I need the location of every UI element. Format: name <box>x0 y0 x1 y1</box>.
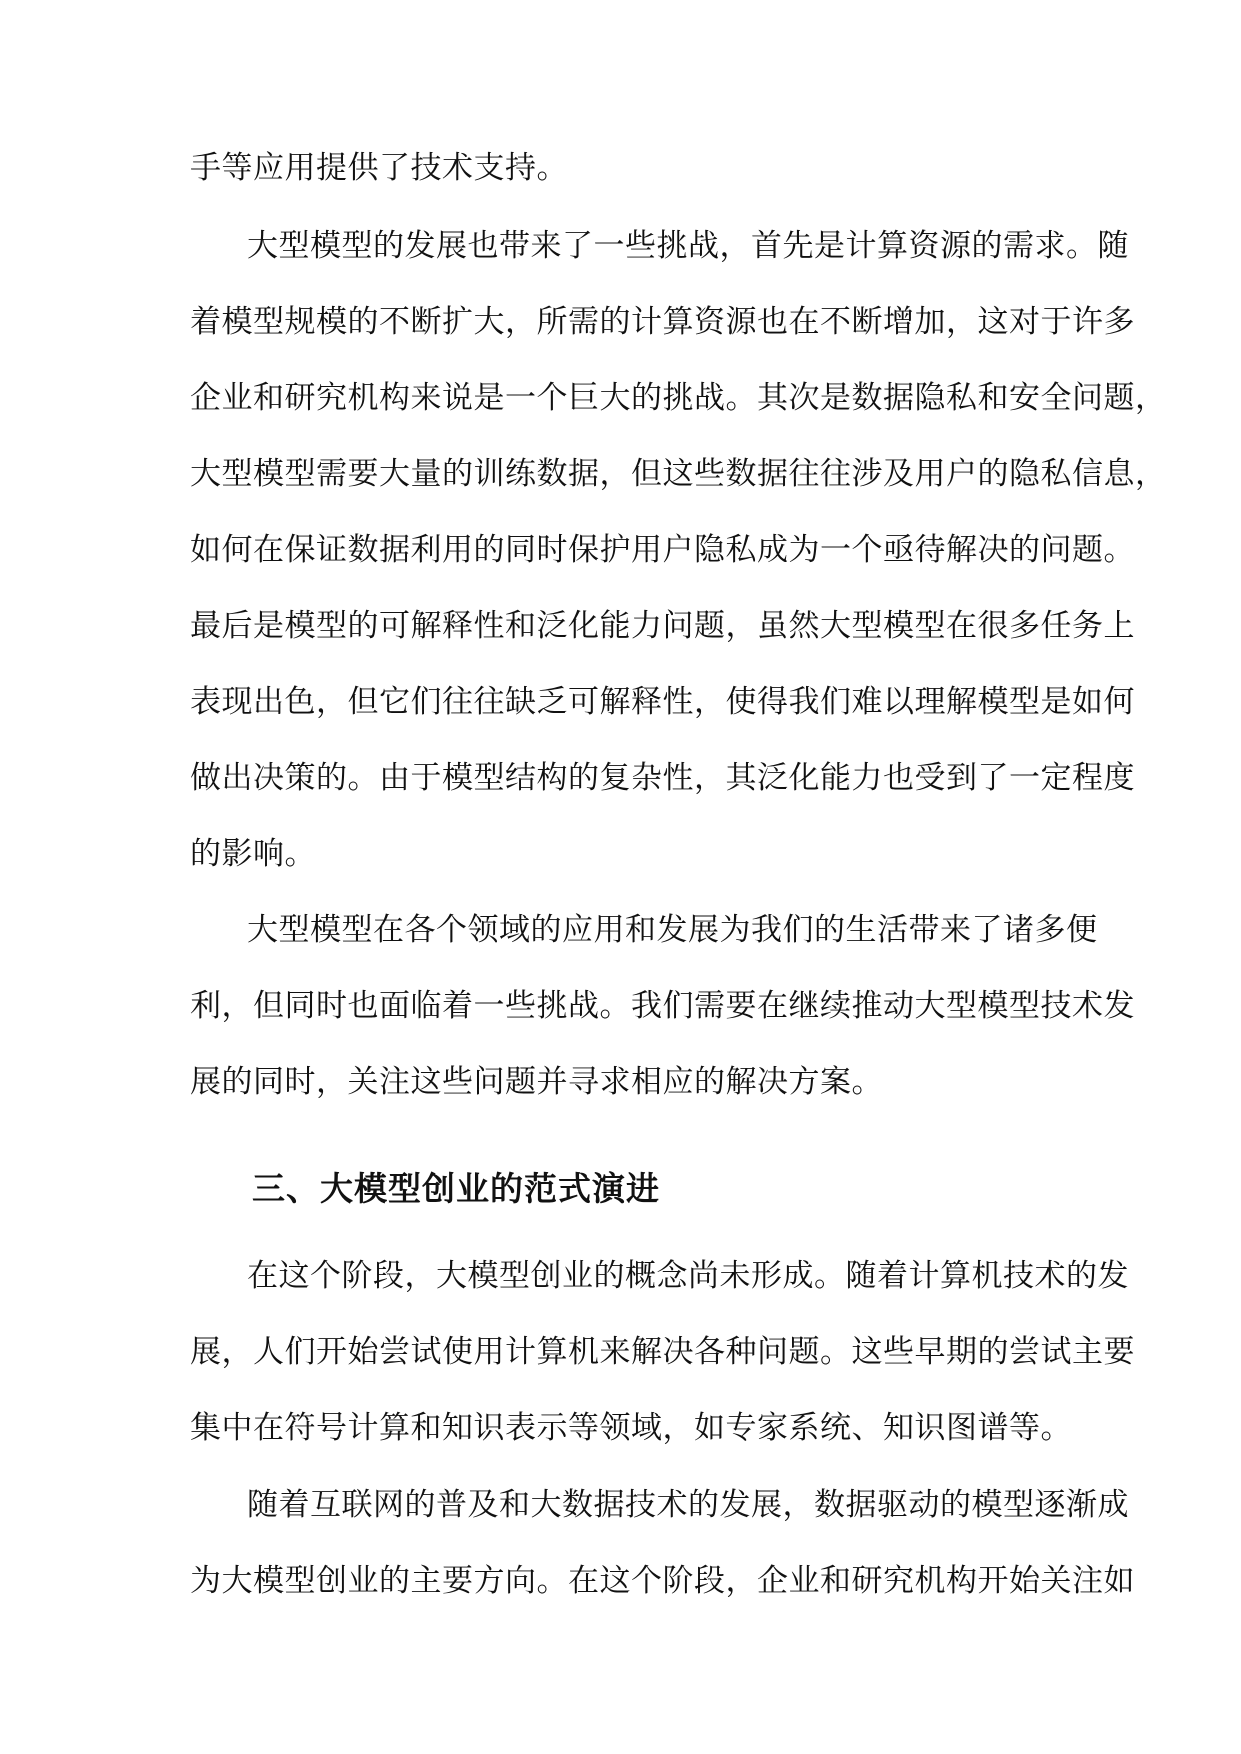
text-line: 最后是模型的可解释性和泛化能力问题，虽然大型模型在很多任务上 <box>190 608 1135 644</box>
text-line: 展的同时，关注这些问题并寻求相应的解决方案。 <box>190 1064 883 1100</box>
text-line: 着模型规模的不断扩大，所需的计算资源也在不断增加，这对于许多 <box>190 304 1135 340</box>
text-line: 表现出色，但它们往往缺乏可解释性，使得我们难以理解模型是如何 <box>190 684 1135 720</box>
text-line: 做出决策的。由于模型结构的复杂性，其泛化能力也受到了一定程度 <box>190 760 1135 796</box>
text-line: 的影响。 <box>190 836 316 872</box>
text-line: 利，但同时也面临着一些挑战。我们需要在继续推动大型模型技术发 <box>190 988 1135 1024</box>
section-heading: 三、大模型创业的范式演进 <box>252 1169 660 1208</box>
text-line: 企业和研究机构来说是一个巨大的挑战。其次是数据隐私和安全问题， <box>190 380 1167 416</box>
text-line: 在这个阶段，大模型创业的概念尚未形成。随着计算机技术的发 <box>247 1258 1129 1294</box>
text-line: 手等应用提供了技术支持。 <box>190 150 568 186</box>
text-line: 展，人们开始尝试使用计算机来解决各种问题。这些早期的尝试主要 <box>190 1334 1135 1370</box>
text-line: 随着互联网的普及和大数据技术的发展，数据驱动的模型逐渐成 <box>247 1487 1129 1523</box>
text-line: 如何在保证数据利用的同时保护用户隐私成为一个亟待解决的问题。 <box>190 532 1135 568</box>
text-line: 大型模型的发展也带来了一些挑战，首先是计算资源的需求。随 <box>247 228 1129 264</box>
text-line: 为大模型创业的主要方向。在这个阶段，企业和研究机构开始关注如 <box>190 1563 1135 1599</box>
text-line: 大型模型在各个领域的应用和发展为我们的生活带来了诸多便 <box>247 912 1098 948</box>
text-line: 集中在符号计算和知识表示等领域，如专家系统、知识图谱等。 <box>190 1410 1072 1446</box>
text-line: 大型模型需要大量的训练数据，但这些数据往往涉及用户的隐私信息， <box>190 456 1167 492</box>
